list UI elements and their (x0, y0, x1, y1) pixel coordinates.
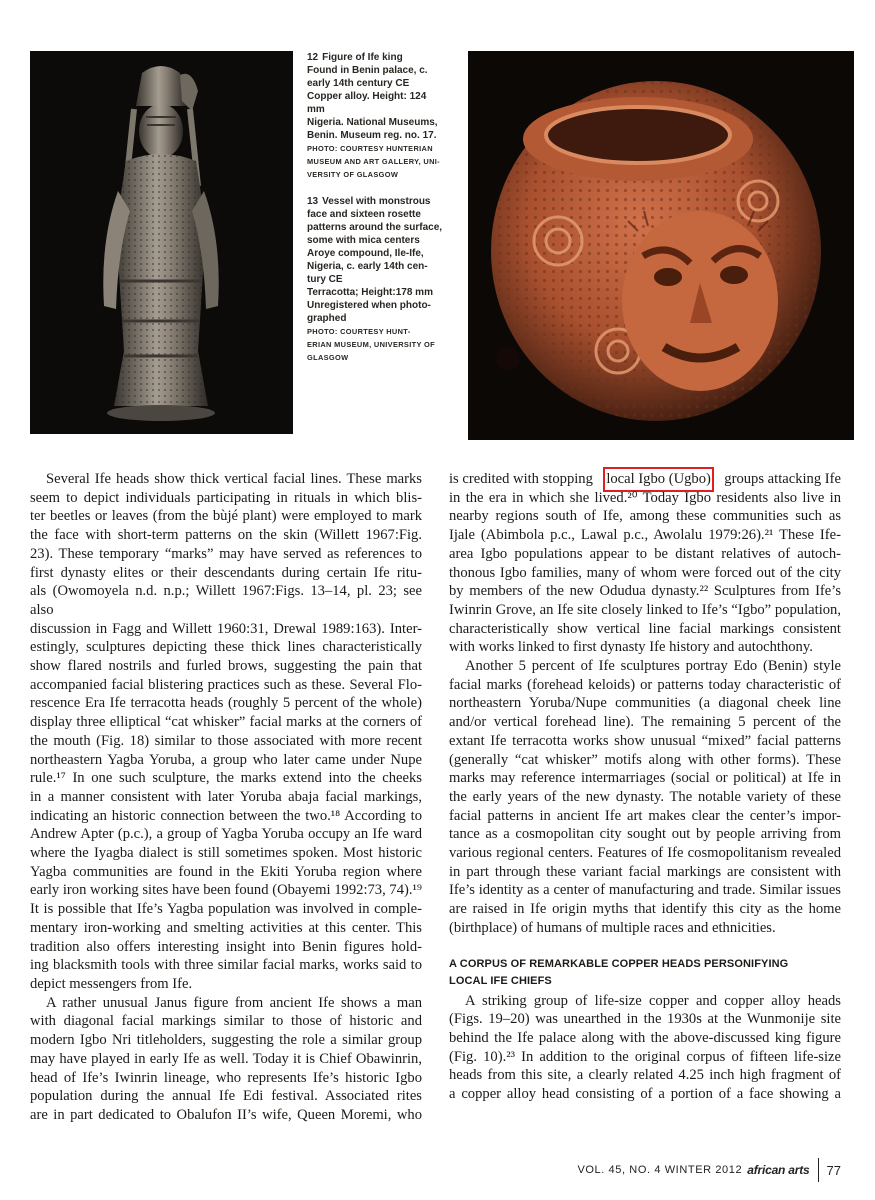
text-line: estingly, sculptures depicting these thick lines characteristically (30, 639, 422, 656)
photo-credit-line: MUSEUM AND ART GALLERY, UNI- (307, 157, 440, 166)
photo-credit-line: VERSITY OF GLASGOW (307, 170, 399, 179)
page-footer (577, 1157, 841, 1183)
king-figure-image (30, 51, 293, 434)
text-line: ter beetles or leaves (from the bùjé plant) were employed to mark (30, 508, 422, 525)
text-line: (generally “cat whisker” motifs along with other forms). These (449, 751, 841, 768)
caption-line: Aroye compound, Ile-Ife, (307, 248, 424, 259)
text-fragment: is credited with stopping (449, 471, 593, 487)
caption-line: tury CE (307, 274, 343, 285)
text-line: extant Ife terracotta works show unusual “mixed” facial patterns (449, 732, 841, 749)
text-line: population during the annual Ife Edi festival. Associated rites (30, 1088, 422, 1105)
text-line: A rather unusual Janus figure from ancient Ife shows a man (46, 994, 422, 1011)
caption-line: Vessel with monstrous (322, 196, 431, 207)
text-line: in part through these variant facial markings are consistent with (449, 863, 841, 880)
text-line: by members of the new Odudua dynasty.²² Sculptures from Ife’s (449, 583, 841, 600)
text-line: ing blacksmith tools with three similar facial marks, works said to (30, 957, 422, 974)
terracotta-vessel-image (468, 51, 854, 440)
text-fragment: groups attacking Ife (724, 471, 841, 487)
text-line: rescence Era Ife terracotta heads (roughly 5 percent of the whole) (30, 695, 422, 712)
text-line: thonous Igbo families, many of whom were forced out of the city (449, 564, 841, 581)
caption-line: Terracotta; Height:178 mm (307, 287, 433, 298)
caption-line: patterns around the surface, (307, 222, 443, 233)
text-line: Andrew Apter (p.c.), a group of Yagba Yoruba occupy an Ife ward (30, 826, 422, 843)
photo-credit-line: GLASGOW (307, 353, 349, 362)
figure-13-caption (307, 195, 452, 364)
figure-number: 13 (307, 196, 319, 207)
text-line: nearby regions south of Ife, among these communities such as (449, 508, 841, 525)
caption-line: Nigeria. National Museums, (307, 117, 438, 128)
figure-captions (307, 51, 452, 378)
text-line: various regional centers. Features of Ife cosmopolitanism revealed (449, 845, 841, 862)
text-line: mentary iron-working and smelting activities at this center. This (30, 919, 422, 936)
text-line: discussion in Fagg and Willett 1960:31, Drewal 1989:163). Inter- (30, 620, 422, 637)
text-line: in a manner consistent with later Yoruba abaja facial markings, (30, 788, 422, 805)
figure-12-caption (307, 51, 452, 181)
caption-line: mm (307, 104, 325, 115)
text-line: are raised in Ife origin myths that identify this city as the home (449, 901, 841, 918)
text-line: Iwinrin Grove, an Ife site closely linked to Ife’s “Igbo” population, (449, 601, 841, 618)
text-line: tance as a cosmopolitan city sought out by people arriving from (449, 826, 841, 843)
figure-number: 12 (307, 52, 319, 63)
photo-credit-line: PHOTO: COURTESY HUNT- (307, 327, 411, 336)
text-line: northeastern Yoruba/Nupe communities (a diagonal cheek line (449, 695, 841, 712)
highlighted-phrase[interactable]: local Igbo (Ugbo) (606, 471, 711, 487)
caption-line: Benin. Museum reg. no. 17. (307, 130, 437, 141)
text-line: and/or vertical forehead line). The remaining 5 percent of the (449, 714, 841, 731)
text-line: characteristically show vertical line facial markings consistent (449, 620, 841, 637)
text-line: a copper alloy head consisting of a portion of a face showing a (449, 1086, 841, 1103)
text-line: Yagba communities are found in the Ekiti Yoruba region where (30, 863, 422, 880)
heading-line: A CORPUS OF REMARKABLE COPPER HEADS PERSONIFYING (449, 957, 789, 970)
heading-line: LOCAL IFE CHIEFS (449, 974, 552, 987)
text-line: depict messengers from Ife. (30, 975, 193, 992)
text-line: the face with short-term patterns on the skin (Willett 1967:Fig. (30, 527, 422, 544)
text-line: modern Igbo Nri titleholders, suggesting the role a similar group (30, 1032, 422, 1049)
text-line: in the era in which she lived.²⁰ Today Igbo residents also live in (449, 489, 841, 506)
text-line: accompanied facial blistering practices such as these. Several Flo- (30, 676, 422, 693)
text-line: first dynasty elites or their descendants during certain Ife ritu- (30, 564, 422, 581)
text-line: head of Ife’s Iwinrin lineage, who represents Ife’s historic Igbo (30, 1069, 422, 1086)
text-line: (Figs. 19–20) was unearthed in the 1930s at the Wunmonije site (449, 1011, 841, 1028)
text-line: Several Ife heads show thick vertical facial lines. These marks (46, 471, 422, 487)
text-line: A striking group of life-size copper and copper alloy heads (465, 992, 841, 1009)
caption-line: early 14th century CE (307, 78, 410, 89)
text-line: facial patterns in ancient Ife art makes clear the center’s impor- (449, 807, 841, 824)
text-line: seem to depict individuals participating in rituals in which blis- (30, 489, 422, 506)
text-line: marks may reference intermarriages (social or political) at Ife in (449, 770, 841, 787)
caption-line: some with mica centers (307, 235, 420, 246)
caption-line: graphed (307, 313, 347, 324)
photo-credit-line: PHOTO: COURTESY HUNTERIAN (307, 144, 433, 153)
text-line: als (Owomoyela n.d. n.p.; Willett 1967:Figs. 13–14, pl. 23; see also (30, 583, 422, 618)
caption-line: Copper alloy. Height: 124 (307, 91, 427, 102)
issue-info: VOL. 45, NO. 4 WINTER 2012 (577, 1164, 743, 1176)
figure-12-photo (30, 51, 293, 434)
journal-brand: african arts (747, 1163, 810, 1177)
text-line: tradition also offers interesting insight into Benin figures hold- (30, 938, 422, 955)
text-line: early iron working sites have been found (Obayemi 1992:73, 74).¹⁹ (30, 882, 422, 899)
text-line: Ife’s identity as a center of manufacturing and trade. Similar issues (449, 882, 841, 899)
section-heading (449, 956, 841, 990)
left-text-column (30, 470, 422, 1125)
text-line: Ijale (Abimbola p.c., Lawal p.c., Awolalu 1979:26).²¹ These Ife- (449, 527, 841, 544)
text-line-with-highlight (449, 470, 841, 489)
text-line: may have played in early Ife as well. Today it is Chief Obawinrin, (30, 1050, 422, 1067)
text-line: Another 5 percent of Ife sculptures portray Edo (Benin) style (465, 658, 841, 675)
footer-divider (818, 1158, 819, 1182)
text-line: facial marks (forehead keloids) or patterns today characteristic of (449, 676, 841, 693)
caption-line: Found in Benin palace, c. (307, 65, 428, 76)
text-line: It is possible that Ife’s Yagba population was involved in comple- (30, 901, 422, 918)
photo-credit-line: ERIAN MUSEUM, UNIVERSITY OF (307, 340, 435, 349)
caption-line: face and sixteen rosette (307, 209, 421, 220)
text-line: display three elliptical “cat whisker” facial marks at the corners of (30, 714, 422, 731)
text-line: show flared nostrils and furled brows, suggesting the pain that (30, 658, 422, 675)
text-line: (Fig. 10).²³ In addition to the original corpus of fifteen life-size (449, 1048, 841, 1065)
text-line: northeastern Yagba Yoruba, a group who later came under Nupe (30, 751, 422, 768)
text-line: the early years of the new dynasty. The notable variety of these (449, 788, 841, 805)
text-line: are in part dedicated to Obalufon II’s wife, Queen Moremi, who (30, 1106, 422, 1123)
right-text-column (449, 470, 841, 1104)
text-line: where the Iyagba dialect is still sometimes spoken. Most historic (30, 845, 422, 862)
caption-line: Unregistered when photo- (307, 300, 431, 311)
text-line: with diagonal facial markings similar to those of historic and (30, 1013, 422, 1030)
page-number: 77 (826, 1162, 841, 1178)
text-line: the mouth (Fig. 18) similar to those associated with more recent (30, 732, 422, 749)
text-line: heads from this site, a clearly related 4.25 inch high fragment of (449, 1067, 841, 1084)
text-line: rule.¹⁷ In one such sculpture, the marks extend into the cheeks (30, 770, 422, 787)
text-line: behind the Ife palace along with the above-discussed king figure (449, 1029, 841, 1046)
text-line: indicating an historic connection between the two.¹⁸ According to (30, 807, 422, 824)
figure-13-photo (468, 51, 854, 440)
text-line: 23). These temporary “marks” may have served as references to (30, 545, 422, 562)
caption-line: Figure of Ife king (322, 52, 403, 63)
caption-line: Nigeria, c. early 14th cen- (307, 261, 428, 272)
text-line: area Igbo populations appear to be distant relatives of autoch- (449, 545, 841, 562)
text-line: with works linked to first dynasty Ife history and autochthony. (449, 639, 813, 656)
text-line: (birthplace) of humans of multiple races and ethnicities. (449, 919, 776, 936)
